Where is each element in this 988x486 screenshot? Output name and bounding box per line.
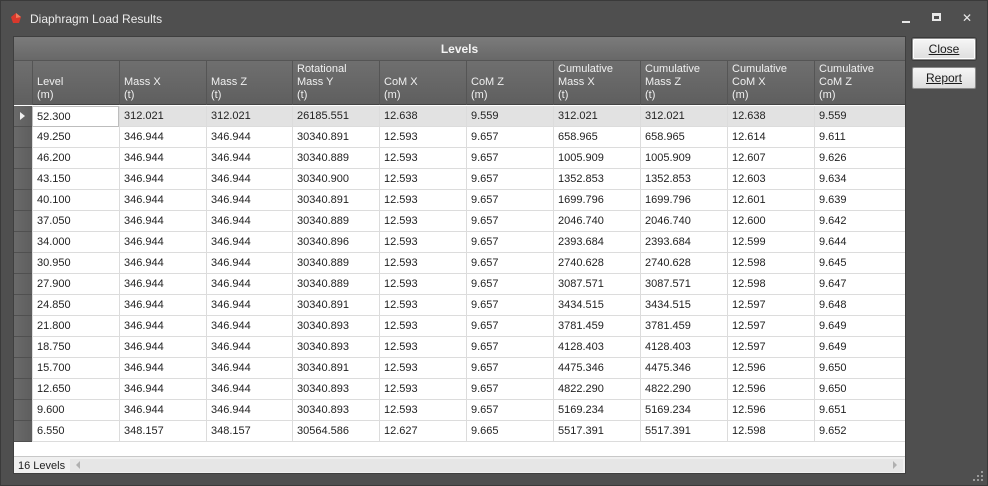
column-header-text: (m) [471, 89, 488, 101]
cell-com-z[interactable]: 9.559 [466, 106, 553, 127]
table-row[interactable] [14, 253, 905, 274]
cell-cumulative-mass-x[interactable]: 4128.403 [553, 337, 640, 358]
horizontal-scrollbar[interactable] [70, 459, 903, 472]
row-indicator[interactable] [14, 421, 32, 442]
row-indicator-header [14, 61, 32, 105]
row-indicator[interactable] [14, 337, 32, 358]
minimize-button[interactable] [898, 10, 914, 26]
cell-cumulative-mass-z[interactable]: 2393.684 [640, 232, 727, 253]
cell-rotational-mass-y[interactable]: 30340.891 [292, 358, 379, 379]
cell-com-x[interactable]: 12.593 [379, 232, 466, 253]
cell-com-x[interactable]: 12.593 [379, 169, 466, 190]
table-row[interactable] [14, 106, 905, 127]
column-header-text: (m) [37, 89, 54, 101]
cell-cumulative-com-x[interactable]: 12.638 [727, 106, 814, 127]
column-header-text: Cumulative [732, 63, 788, 75]
cell-mass-z[interactable]: 312.021 [206, 106, 292, 127]
cell-level[interactable]: 46.200 [32, 148, 119, 169]
cell-cumulative-com-z[interactable]: 9.645 [814, 253, 905, 274]
cell-mass-x[interactable]: 346.944 [119, 295, 206, 316]
cell-rotational-mass-y[interactable]: 30340.889 [292, 274, 379, 295]
column-header-text: Cumulative [558, 63, 614, 75]
cell-cumulative-mass-x[interactable]: 1352.853 [553, 169, 640, 190]
cell-cumulative-com-x[interactable]: 12.596 [727, 379, 814, 400]
table-row[interactable] [14, 379, 905, 400]
cell-level[interactable]: 30.950 [32, 253, 119, 274]
cell-com-x[interactable]: 12.593 [379, 358, 466, 379]
column-header-cumulative-com-x[interactable] [727, 61, 814, 105]
cell-cumulative-com-z[interactable]: 9.611 [814, 127, 905, 148]
cell-cumulative-com-x[interactable]: 12.597 [727, 295, 814, 316]
cell-cumulative-com-x[interactable]: 12.600 [727, 211, 814, 232]
cell-level[interactable]: 24.850 [32, 295, 119, 316]
cell-mass-x[interactable]: 346.944 [119, 316, 206, 337]
cell-com-x[interactable]: 12.593 [379, 379, 466, 400]
cell-com-x[interactable]: 12.593 [379, 253, 466, 274]
cell-cumulative-mass-z[interactable]: 2046.740 [640, 211, 727, 232]
app-icon [10, 12, 22, 24]
cell-cumulative-mass-x[interactable]: 4475.346 [553, 358, 640, 379]
cell-rotational-mass-y[interactable]: 30340.896 [292, 232, 379, 253]
cell-rotational-mass-y[interactable]: 30340.893 [292, 400, 379, 421]
cell-cumulative-mass-z[interactable]: 3087.571 [640, 274, 727, 295]
cell-cumulative-com-x[interactable]: 12.601 [727, 190, 814, 211]
cell-cumulative-mass-x[interactable]: 312.021 [553, 106, 640, 127]
cell-com-z[interactable]: 9.657 [466, 232, 553, 253]
cell-com-x[interactable]: 12.593 [379, 295, 466, 316]
column-header-text: (t) [124, 89, 135, 101]
column-header-text: (m) [819, 89, 836, 101]
cell-mass-z[interactable]: 346.944 [206, 169, 292, 190]
cell-cumulative-mass-z[interactable]: 4128.403 [640, 337, 727, 358]
cell-cumulative-mass-x[interactable]: 5517.391 [553, 421, 640, 442]
table-row[interactable] [14, 127, 905, 148]
cell-com-z[interactable]: 9.657 [466, 274, 553, 295]
column-header-text: CoM X [732, 76, 766, 88]
cell-rotational-mass-y[interactable]: 30340.889 [292, 253, 379, 274]
table-row[interactable] [14, 190, 905, 211]
cell-com-x[interactable]: 12.593 [379, 190, 466, 211]
cell-mass-z[interactable]: 346.944 [206, 253, 292, 274]
column-header-text: (t) [297, 89, 308, 101]
cell-mass-z[interactable]: 346.944 [206, 232, 292, 253]
cell-level[interactable]: 40.100 [32, 190, 119, 211]
title-bar[interactable] [1, 1, 987, 34]
cell-cumulative-com-z[interactable]: 9.649 [814, 337, 905, 358]
cell-level[interactable]: 21.800 [32, 316, 119, 337]
cell-mass-x[interactable]: 346.944 [119, 127, 206, 148]
levels-grid[interactable] [13, 36, 906, 474]
column-header-cumulative-com-z[interactable] [814, 61, 905, 105]
row-indicator[interactable] [14, 106, 32, 127]
cell-cumulative-mass-z[interactable]: 3781.459 [640, 316, 727, 337]
cell-rotational-mass-y[interactable]: 30564.586 [292, 421, 379, 442]
cell-cumulative-com-z[interactable]: 9.650 [814, 358, 905, 379]
cell-com-z[interactable]: 9.657 [466, 211, 553, 232]
cell-cumulative-mass-x[interactable]: 2740.628 [553, 253, 640, 274]
cell-level[interactable]: 43.150 [32, 169, 119, 190]
table-row[interactable] [14, 316, 905, 337]
table-row[interactable] [14, 421, 905, 442]
cell-mass-x[interactable]: 348.157 [119, 421, 206, 442]
cell-mass-x[interactable]: 346.944 [119, 211, 206, 232]
cell-cumulative-com-z[interactable]: 9.647 [814, 274, 905, 295]
cell-rotational-mass-y[interactable]: 30340.889 [292, 148, 379, 169]
column-header-com-x[interactable] [379, 61, 466, 105]
cell-mass-x[interactable]: 312.021 [119, 106, 206, 127]
table-row[interactable] [14, 274, 905, 295]
cell-cumulative-com-z[interactable]: 9.649 [814, 316, 905, 337]
cell-cumulative-com-x[interactable]: 12.598 [727, 253, 814, 274]
cell-cumulative-com-z[interactable]: 9.650 [814, 379, 905, 400]
column-header-text: Mass X [558, 76, 595, 88]
row-indicator[interactable] [14, 253, 32, 274]
cell-com-x[interactable]: 12.593 [379, 274, 466, 295]
cell-cumulative-com-x[interactable]: 12.596 [727, 358, 814, 379]
cell-mass-z[interactable]: 346.944 [206, 358, 292, 379]
table-row[interactable] [14, 337, 905, 358]
resize-grip-icon[interactable] [973, 471, 983, 481]
cell-cumulative-mass-x[interactable]: 1699.796 [553, 190, 640, 211]
cell-com-z[interactable]: 9.657 [466, 127, 553, 148]
column-header-text: (t) [211, 89, 222, 101]
cell-mass-z[interactable]: 346.944 [206, 211, 292, 232]
cell-com-z[interactable]: 9.657 [466, 295, 553, 316]
cell-mass-x[interactable]: 346.944 [119, 400, 206, 421]
cell-cumulative-com-z[interactable]: 9.644 [814, 232, 905, 253]
close-window-button[interactable]: ✕ [961, 11, 973, 25]
cell-cumulative-mass-z[interactable]: 5169.234 [640, 400, 727, 421]
cell-cumulative-com-z[interactable]: 9.639 [814, 190, 905, 211]
table-row[interactable] [14, 400, 905, 421]
cell-cumulative-mass-z[interactable]: 658.965 [640, 127, 727, 148]
cell-mass-x[interactable]: 346.944 [119, 169, 206, 190]
cell-level[interactable]: 27.900 [32, 274, 119, 295]
column-header-text: Mass Z [645, 76, 682, 88]
column-header-text: (m) [732, 89, 749, 101]
column-header-text: Mass Y [297, 76, 334, 88]
cell-rotational-mass-y[interactable]: 26185.551 [292, 106, 379, 127]
column-header-row [14, 61, 905, 105]
row-indicator[interactable] [14, 379, 32, 400]
cell-cumulative-com-z[interactable]: 9.652 [814, 421, 905, 442]
row-indicator[interactable] [14, 148, 32, 169]
cell-level[interactable]: 37.050 [32, 211, 119, 232]
cell-com-z[interactable]: 9.657 [466, 400, 553, 421]
cell-mass-x[interactable]: 346.944 [119, 190, 206, 211]
cell-cumulative-mass-z[interactable]: 1005.909 [640, 148, 727, 169]
grid-footer [14, 456, 905, 473]
cell-mass-x[interactable]: 346.944 [119, 148, 206, 169]
column-header-text: Mass Z [211, 76, 248, 88]
table-row[interactable] [14, 211, 905, 232]
cell-cumulative-com-x[interactable]: 12.607 [727, 148, 814, 169]
row-indicator[interactable] [14, 190, 32, 211]
cell-cumulative-com-z[interactable]: 9.648 [814, 295, 905, 316]
row-pointer-icon [20, 112, 25, 120]
cell-level[interactable]: 52.300 [32, 106, 119, 127]
cell-mass-x[interactable]: 346.944 [119, 337, 206, 358]
cell-level[interactable]: 34.000 [32, 232, 119, 253]
cell-cumulative-mass-z[interactable]: 2740.628 [640, 253, 727, 274]
cell-mass-z[interactable]: 346.944 [206, 274, 292, 295]
cell-level[interactable]: 15.700 [32, 358, 119, 379]
cell-level[interactable]: 12.650 [32, 379, 119, 400]
cell-mass-z[interactable]: 346.944 [206, 316, 292, 337]
table-row[interactable] [14, 148, 905, 169]
maximize-icon [932, 13, 941, 21]
cell-cumulative-mass-x[interactable]: 1005.909 [553, 148, 640, 169]
close-button[interactable]: Close [912, 38, 976, 60]
cell-cumulative-mass-z[interactable]: 1699.796 [640, 190, 727, 211]
report-button[interactable]: Report [912, 67, 976, 89]
column-header-text: Cumulative [819, 63, 875, 75]
cell-mass-x[interactable]: 346.944 [119, 358, 206, 379]
cell-cumulative-mass-z[interactable]: 3434.515 [640, 295, 727, 316]
table-row[interactable] [14, 232, 905, 253]
cell-mass-z[interactable]: 346.944 [206, 400, 292, 421]
cell-cumulative-mass-x[interactable]: 5169.234 [553, 400, 640, 421]
maximize-button[interactable] [929, 10, 945, 26]
column-header-text: Cumulative [645, 63, 701, 75]
column-header-text: Mass X [124, 76, 161, 88]
cell-level[interactable]: 6.550 [32, 421, 119, 442]
cell-rotational-mass-y[interactable]: 30340.893 [292, 379, 379, 400]
cell-com-z[interactable]: 9.657 [466, 379, 553, 400]
cell-cumulative-mass-z[interactable]: 312.021 [640, 106, 727, 127]
cell-mass-x[interactable]: 346.944 [119, 232, 206, 253]
cell-cumulative-com-x[interactable]: 12.599 [727, 232, 814, 253]
cell-mass-z[interactable]: 346.944 [206, 127, 292, 148]
cell-mass-z[interactable]: 346.944 [206, 295, 292, 316]
row-indicator[interactable] [14, 295, 32, 316]
cell-mass-x[interactable]: 346.944 [119, 253, 206, 274]
column-header-mass-x[interactable] [119, 61, 206, 105]
row-indicator[interactable] [14, 400, 32, 421]
cell-rotational-mass-y[interactable]: 30340.893 [292, 316, 379, 337]
column-header-text: CoM Z [471, 76, 504, 88]
column-header-com-z[interactable] [466, 61, 553, 105]
table-row[interactable] [14, 295, 905, 316]
cell-mass-z[interactable]: 346.944 [206, 190, 292, 211]
cell-cumulative-mass-x[interactable]: 2046.740 [553, 211, 640, 232]
cell-cumulative-com-z[interactable]: 9.651 [814, 400, 905, 421]
cell-com-z[interactable]: 9.657 [466, 253, 553, 274]
cell-com-z[interactable]: 9.665 [466, 421, 553, 442]
row-count-label: 16 Levels [18, 460, 66, 472]
cell-cumulative-com-x[interactable]: 12.598 [727, 421, 814, 442]
table-row[interactable] [14, 358, 905, 379]
cell-cumulative-mass-z[interactable]: 4475.346 [640, 358, 727, 379]
column-header-rotational-mass-y[interactable] [292, 61, 379, 105]
column-header-cumulative-mass-z[interactable] [640, 61, 727, 105]
cell-com-z[interactable]: 9.657 [466, 316, 553, 337]
cell-rotational-mass-y[interactable]: 30340.889 [292, 211, 379, 232]
cell-rotational-mass-y[interactable]: 30340.891 [292, 127, 379, 148]
cell-cumulative-mass-x[interactable]: 4822.290 [553, 379, 640, 400]
cell-cumulative-com-x[interactable]: 12.603 [727, 169, 814, 190]
cell-rotational-mass-y[interactable]: 30340.900 [292, 169, 379, 190]
cell-com-x[interactable]: 12.593 [379, 337, 466, 358]
row-indicator[interactable] [14, 127, 32, 148]
column-header-level[interactable] [32, 61, 119, 105]
cell-cumulative-com-z[interactable]: 9.642 [814, 211, 905, 232]
cell-cumulative-com-z[interactable]: 9.559 [814, 106, 905, 127]
cell-level[interactable]: 49.250 [32, 127, 119, 148]
column-header-text: (t) [645, 89, 656, 101]
cell-com-x[interactable]: 12.593 [379, 148, 466, 169]
cell-cumulative-mass-z[interactable]: 1352.853 [640, 169, 727, 190]
cell-mass-z[interactable]: 346.944 [206, 379, 292, 400]
cell-mass-x[interactable]: 346.944 [119, 274, 206, 295]
cell-cumulative-com-x[interactable]: 12.596 [727, 400, 814, 421]
row-indicator[interactable] [14, 274, 32, 295]
cell-cumulative-com-x[interactable]: 12.598 [727, 274, 814, 295]
column-header-text: Rotational [297, 63, 347, 75]
cell-mass-z[interactable]: 348.157 [206, 421, 292, 442]
minimize-icon [902, 21, 910, 23]
scroll-left-icon[interactable] [76, 461, 80, 469]
cell-cumulative-com-z[interactable]: 9.626 [814, 148, 905, 169]
cell-com-z[interactable]: 9.657 [466, 148, 553, 169]
column-header-text: (m) [384, 89, 401, 101]
cell-com-z[interactable]: 9.657 [466, 337, 553, 358]
column-header-text: CoM X [384, 76, 418, 88]
cell-com-x[interactable]: 12.593 [379, 400, 466, 421]
cell-cumulative-mass-z[interactable]: 4822.290 [640, 379, 727, 400]
table-row[interactable] [14, 169, 905, 190]
column-header-text: (t) [558, 89, 569, 101]
row-indicator[interactable] [14, 211, 32, 232]
cell-com-x[interactable]: 12.627 [379, 421, 466, 442]
cell-com-z[interactable]: 9.657 [466, 190, 553, 211]
cell-com-z[interactable]: 9.657 [466, 358, 553, 379]
row-indicator[interactable] [14, 358, 32, 379]
column-header-mass-z[interactable] [206, 61, 292, 105]
cell-com-x[interactable]: 12.593 [379, 211, 466, 232]
cell-level[interactable]: 9.600 [32, 400, 119, 421]
cell-cumulative-mass-x[interactable]: 3434.515 [553, 295, 640, 316]
cell-level[interactable]: 18.750 [32, 337, 119, 358]
cell-com-z[interactable]: 9.657 [466, 169, 553, 190]
row-indicator[interactable] [14, 232, 32, 253]
column-header-text: Level [37, 76, 64, 88]
cell-mass-z[interactable]: 346.944 [206, 337, 292, 358]
scroll-right-icon[interactable] [893, 461, 897, 469]
cell-rotational-mass-y[interactable]: 30340.893 [292, 337, 379, 358]
cell-rotational-mass-y[interactable]: 30340.891 [292, 190, 379, 211]
window-title: Diaphragm Load Results [30, 12, 163, 26]
cell-cumulative-com-x[interactable]: 12.597 [727, 337, 814, 358]
cell-cumulative-mass-x[interactable]: 658.965 [553, 127, 640, 148]
cell-cumulative-com-x[interactable]: 12.614 [727, 127, 814, 148]
group-header-levels: Levels [14, 37, 905, 61]
cell-cumulative-mass-x[interactable]: 3087.571 [553, 274, 640, 295]
column-header-text: CoM Z [819, 76, 852, 88]
cell-cumulative-mass-x[interactable]: 3781.459 [553, 316, 640, 337]
cell-com-x[interactable]: 12.593 [379, 127, 466, 148]
cell-rotational-mass-y[interactable]: 30340.891 [292, 295, 379, 316]
cell-com-x[interactable]: 12.638 [379, 106, 466, 127]
cell-cumulative-mass-x[interactable]: 2393.684 [553, 232, 640, 253]
row-indicator[interactable] [14, 169, 32, 190]
cell-cumulative-mass-z[interactable]: 5517.391 [640, 421, 727, 442]
cell-mass-x[interactable]: 346.944 [119, 379, 206, 400]
cell-cumulative-com-z[interactable]: 9.634 [814, 169, 905, 190]
cell-cumulative-com-x[interactable]: 12.597 [727, 316, 814, 337]
cell-com-x[interactable]: 12.593 [379, 316, 466, 337]
row-indicator[interactable] [14, 316, 32, 337]
cell-mass-z[interactable]: 346.944 [206, 148, 292, 169]
column-header-cumulative-mass-x[interactable] [553, 61, 640, 105]
